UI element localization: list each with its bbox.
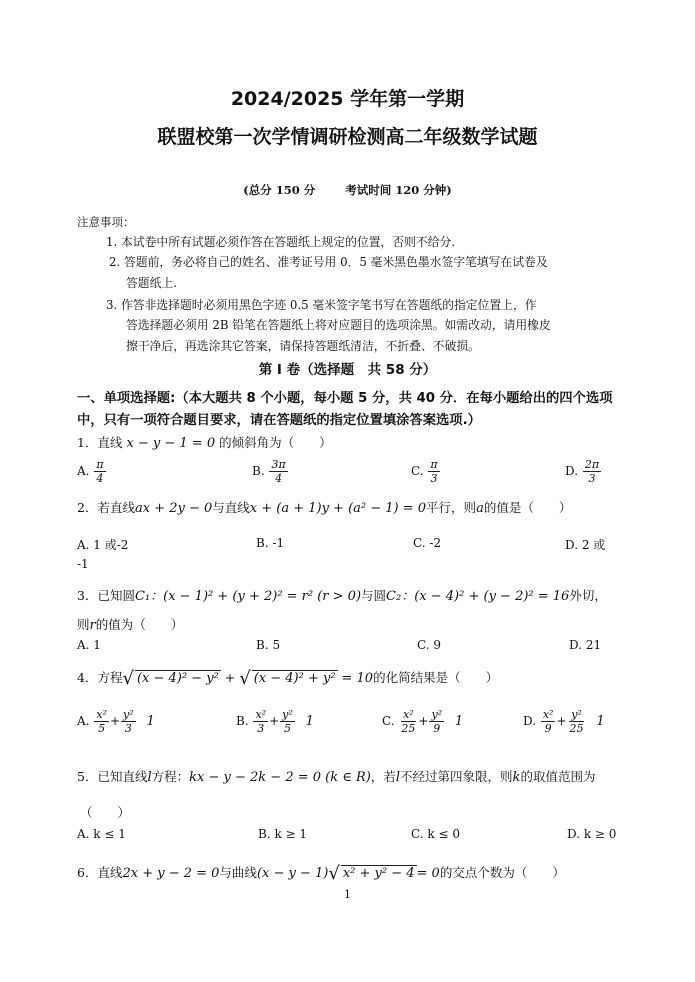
q4-option-a: A. $\frac{\text{x²}}{5}$ + $\frac{\text{y²}}{3}$ 1: [77, 708, 155, 735]
q1-option-d: D. $\frac{2\pi}{3}$: [565, 458, 600, 485]
question-1-stem: 1．直线 x − y − 1 = 0 的倾斜角为（ ）: [77, 435, 332, 451]
q5-option-b: B. k ≥ 1: [258, 827, 308, 841]
note-item-3-cont1: 答选择题必须用 2B 铅笔在答题纸上将对应题目的选项涂黑。如需改动，请用橡皮: [126, 318, 551, 332]
question-5-blank: （ ）: [80, 805, 131, 820]
question-2-stem: 2．若直线ax + 2y − 0与直线x + (a + 1)y + (a² − 1) = 0平行，则a的值是（ ）: [77, 500, 572, 516]
q2-option-c: C. -2: [413, 536, 442, 550]
total-score: (总分 150 分: [243, 183, 316, 197]
q5-option-c: C. k ≤ 0: [411, 827, 460, 841]
note-item-2-cont: 答题纸上.: [126, 276, 177, 290]
question-3-stem-cont: 则r的值为（ ）: [77, 617, 184, 633]
note-item-1: 1. 本试卷中所有试题必须作答在答题纸上规定的位置，否则不给分.: [106, 235, 456, 249]
question-4-stem: 4．方程√ (x − 4)² − y² + √ (x − 4)² + y² = 10的化简结果是（ ）: [77, 668, 499, 689]
exam-title-main: 联盟校第一次学情调研检测高二年级数学试题: [157, 126, 538, 148]
q2-option-b: B. -1: [256, 536, 285, 550]
section-intro-line2: 中，只有一项符合题目要求，请在答题纸的指定位置填涂答案选项.）: [77, 413, 481, 428]
q1-option-b: B. $\frac{3\pi}{4}$: [252, 458, 286, 485]
question-6-stem: 6．直线2x + y − 2 = 0与曲线(x − y − 1)√ x² + y² − 4 = 0的交点个数为（ ）: [77, 863, 565, 884]
q4-option-c: C. $\frac{\text{x²}}{25}$ + $\frac{\text{y²}}{9}$ 1: [382, 708, 464, 735]
note-item-3-cont2: 擦干净后，再选涂其它答案，请保持答题纸清洁，不折叠、不破损。: [126, 339, 480, 353]
exam-title-term: 2024/2025 学年第一学期: [230, 88, 465, 110]
notes-heading: 注意事项：: [77, 215, 135, 229]
exam-time: 考试时间 120 分钟): [345, 183, 452, 197]
q2-option-d: D. 2 或: [565, 538, 606, 552]
q5-option-a: A. k ≤ 1: [77, 827, 126, 841]
exam-meta: [0, 182, 695, 198]
question-5-stem: 5．已知直线l方程：kx − y − 2k − 2 = 0 (k ∈ R)，若l不经过第四象限，则k的取值范围为: [77, 769, 596, 785]
section-intro-line1: 一、单项选择题:（本大题共 8 个小题，每小题 5 分，共 40 分．在每小题给出的四个选项: [77, 391, 613, 406]
note-item-2: 2. 答题前，务必将自己的姓名、准考证号用 0．5 毫米黑色墨水签字笔填写在试卷及: [109, 255, 548, 269]
q1-option-c: C. $\frac{\pi}{3}$: [411, 458, 438, 485]
section-heading: 第 I 卷（选择题 共 58 分）: [258, 362, 437, 378]
q4-radical-2: (x − 4)² + y²: [253, 671, 336, 686]
q1-equation: x − y − 1 = 0: [126, 436, 216, 451]
q2-option-a: A. 1 或-2: [77, 538, 129, 552]
q4-option-b: B. $\frac{\text{x²}}{3}$ + $\frac{\text{y²}}{5}$ 1: [236, 708, 314, 735]
q3-option-d: D. 21: [569, 638, 602, 652]
note-item-3: 3. 作答非选择题时必须用黑色字迹 0.5 毫米签字笔书写在答题纸的指定位置上，作: [106, 298, 537, 312]
q3-option-a: A. 1: [77, 638, 101, 652]
q4-radical-1: (x − 4)² − y²: [136, 671, 219, 686]
q2-option-d-wrap: -1: [77, 557, 89, 571]
q3-option-b: B. 5: [256, 638, 281, 652]
page-number: 1: [344, 888, 351, 901]
question-3-stem: 3．已知圆C₁：(x − 1)² + (y + 2)² = r² (r > 0)与圆C₂：(x − 4)² + (y − 2)² = 16外切，: [77, 588, 607, 604]
q1-option-a: A. $\frac{\pi}{4}$: [77, 458, 104, 485]
q4-option-d: D. $\frac{\text{x²}}{9}$ + $\frac{\text{y²}}{25}$ 1: [523, 708, 605, 735]
q5-option-d: D. k ≥ 0: [567, 827, 617, 841]
q3-option-c: C. 9: [417, 638, 442, 652]
